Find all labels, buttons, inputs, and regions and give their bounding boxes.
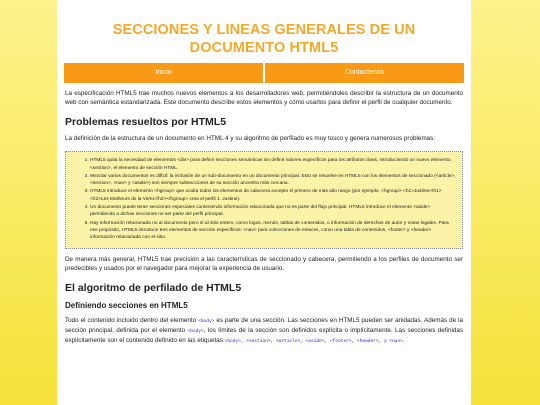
paragraph-text: .	[402, 336, 405, 344]
list-item: 2. Mezclar varios documentos es difícil: la inclusión de un sub-documento en un documento principal. Esto se resuelve en HTML5 con los elementos de seccionado (<article>, <section>, <nav> y <aside>) son siempre subsecciones de su sección ancestra más cercana.	[90, 173, 456, 188]
code-body-tag: <body>	[198, 318, 215, 324]
code-section-tags: <body>, <section>, <article>, <aside>, <footer>, <header>, y <nav>	[224, 338, 403, 344]
list-item: 3. HTML5 introduce el elemento <hgroup> que oculta todos los elementos de cabecera excepto el primero de más alto rango (por ejemplo, <hgroup> <h1>Justine</h1><h2>Les Malheurs de la Vertu</h2></hgroup> crea el perfil 1. Justine).	[90, 188, 456, 203]
list-item: 4. Un documento puede tener secciones especiales conteniendo información relacionada que no es parte del flujo principal. HTML5 introduce el elemento <aside> permitiendo a dichas secciones no ser parte del perfil principal.	[90, 204, 456, 219]
code-body-tag: <body>	[187, 328, 204, 334]
problems-closing-paragraph: De manera más general, HTML5 trae precisión a las características de seccionado y cabecera, permitiendo a los perfiles de documento ser predecibles y usados por el navegador para mejorar la experiencia de usuario.	[65, 255, 463, 272]
paragraph-text: , los límites de la sección son definidos explícita o implícitamente. Las secciones definidas explícitamente son el contenido definido en las etiquetas	[65, 326, 464, 344]
section-heading-algorithm: El algoritmo de perfilado de HTML5	[65, 281, 242, 294]
page-container	[57, 0, 471, 405]
nav-inicio-link[interactable]: Inicio	[64, 63, 263, 83]
problems-list-box	[65, 151, 463, 248]
subheading-defining-sections: Definiendo secciones en HTML5	[65, 300, 188, 310]
section-heading-problems: Problemas resueltos por HTML5	[65, 116, 227, 129]
paragraph-text: es parte de una sección. Las secciones en HTML5 pueden ser anidadas. Además de la sección principal, definida por el elemento	[65, 316, 463, 334]
main-content	[57, 89, 471, 346]
list-item: 1. HTML5 quita la necesidad de elementos <div> para definir secciones semánticas sin definir valores específicos para los atributos class, introduciendo un nuevo elemento, <section>, el elemento de sección HTML.	[90, 157, 456, 172]
page-title: SECCIONES Y LINEAS GENERALES DE UN DOCUMENTO HTML5	[112, 22, 416, 56]
intro-paragraph: La especificación HTML5 trae muchos nuevos elementos a los desarrolladores web, permitiéndoles describir la estructura de un documento web con semántica estandarizada. Este documento describe estos elementos y cómo usarlos para definir el perfil de cualquier documento.	[65, 90, 463, 107]
defining-sections-paragraph	[65, 316, 463, 346]
problems-list	[82, 157, 456, 241]
problems-lead-paragraph: La definición de la estructura de un documento en HTML 4 y su algoritmo de perfilado es muy tosco y genera numerosos problemas:	[65, 135, 436, 143]
list-item: 5. Hay información relacionada no al documento pero sí al sitio entero, como logos, menús, tablas de contenidos, o información de derechos de autor y notas legales. Para ese propósito, HTML5 introduce tres elementos de sección específicos: <nav> para colecciones de enlaces, como una tabla de contenidos, <footer> y <header> información relacionada con el sitio.	[90, 220, 456, 242]
main-nav	[64, 63, 464, 83]
nav-contactenos-link[interactable]: Contactenos	[265, 63, 464, 83]
paragraph-text: Todo el contenido incluido dentro del elemento	[65, 316, 199, 324]
